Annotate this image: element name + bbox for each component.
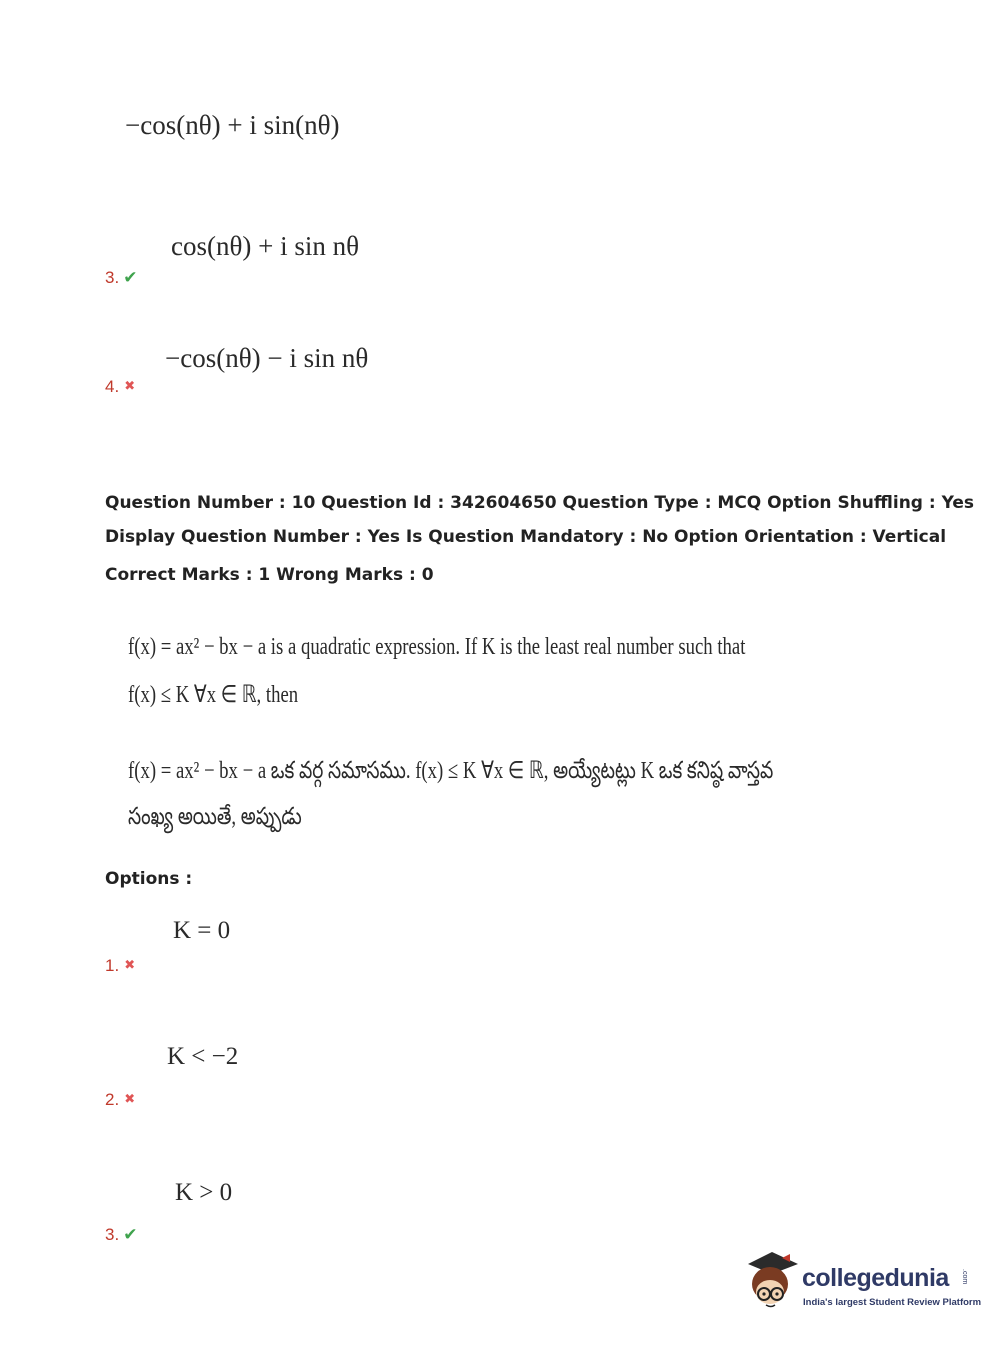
option-number: 2. — [105, 1090, 120, 1109]
option-number: 3. — [105, 1225, 120, 1244]
check-icon: ✔ — [123, 268, 138, 287]
prev-option-3-math: cos(nθ) + i sin nθ — [171, 231, 360, 261]
option-3-math: K > 0 — [175, 1179, 233, 1206]
option-2-math: K < −2 — [167, 1043, 239, 1070]
options-label: Options : — [105, 869, 193, 889]
option-number: 3. — [105, 268, 120, 287]
question-english-line-2: f(x) ≤ K ∀x ∈ ℝ, then — [128, 682, 299, 708]
option-2-label — [105, 1090, 135, 1110]
prev-option-2-math: −cos(nθ) + i sin(nθ) — [125, 110, 340, 140]
prev-option-4-math: −cos(nθ) − i sin nθ — [165, 343, 369, 373]
collegedunia-logo — [742, 1250, 982, 1322]
option-1-math: K = 0 — [173, 917, 231, 944]
prev-option-4-label — [105, 377, 135, 397]
question-telugu-line-2: సంఖ్య అయితే, అప్పుడు — [128, 804, 302, 830]
question-meta-line-2: Display Question Number : Yes Is Question Mandatory : No Option Orientation : Vertical — [105, 527, 947, 547]
check-icon: ✔ — [123, 1225, 138, 1244]
question-meta-line-1: Question Number : 10 Question Id : 342604650 Question Type : MCQ Option Shuffling : Yes — [105, 493, 975, 513]
logo-name: collegedunia — [802, 1264, 949, 1292]
prev-option-3-label — [105, 268, 137, 288]
option-number: 4. — [105, 377, 120, 396]
option-number: 1. — [105, 956, 120, 975]
question-meta-line-3: Correct Marks : 1 Wrong Marks : 0 — [105, 565, 434, 585]
cross-icon: ✖ — [124, 957, 136, 972]
logo-suffix: .com — [961, 1269, 968, 1285]
question-english-line-1: f(x) = ax² − bx − a is a quadratic expression. If K is the least real number such that — [128, 634, 746, 660]
cross-icon: ✖ — [124, 378, 136, 393]
question-telugu-line-1: f(x) = ax² − bx − a ఒక వర్గ సమాసము. f(x) ≤ K ∀x ∈ ℝ, అయ్యేటట్లు K ఒక కనిష్ఠ వాస్తవ — [128, 758, 774, 784]
option-3-label — [105, 1225, 137, 1245]
option-1-label — [105, 956, 135, 976]
mascot-icon — [742, 1250, 802, 1320]
cross-icon: ✖ — [124, 1091, 136, 1106]
logo-tagline: India's largest Student Review Platform — [803, 1297, 982, 1308]
